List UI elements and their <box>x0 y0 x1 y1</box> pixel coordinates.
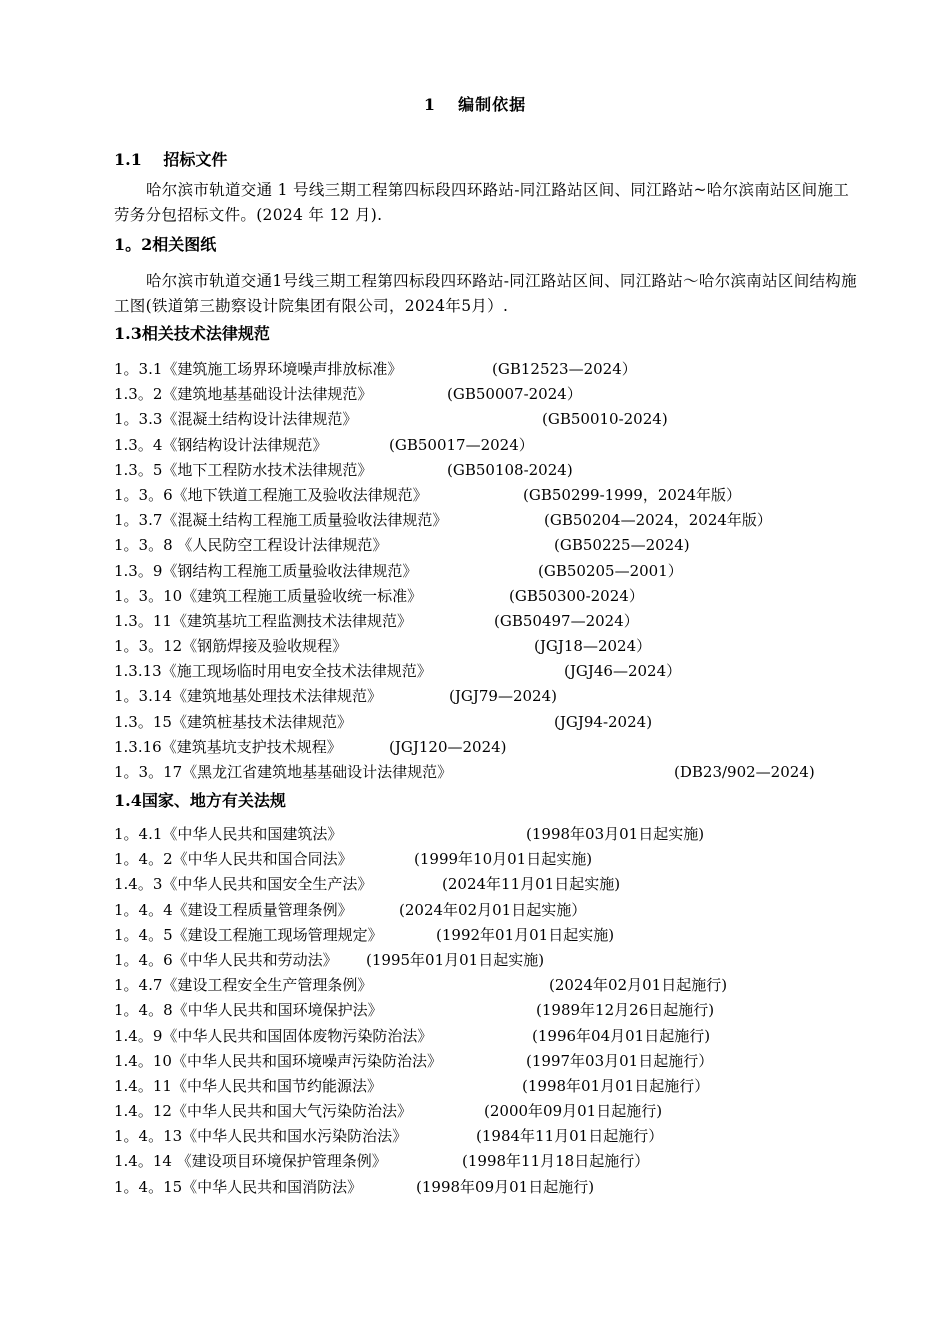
item-reference: (GB50108-2024) <box>447 460 573 479</box>
item-reference: (GB50205—2001） <box>538 561 683 580</box>
item-title: 1.4。3《中华人民共和国安全生产法》 <box>114 875 373 894</box>
section-heading-1-2: 1。2相关图纸 <box>114 235 217 254</box>
item-reference: (GB50204—2024，2024年版） <box>544 511 772 530</box>
standard-item <box>114 609 639 634</box>
item-title: 1。3.14《建筑地基处理技术法律规范》 <box>114 687 382 706</box>
item-title: 1。3。17《黑龙江省建筑地基基础设计法律规范》 <box>114 763 453 781</box>
item-reference: (1984年11月01日起施行） <box>476 1127 664 1146</box>
item-title: 1。4.1《中华人民共和国建筑法》 <box>114 825 343 843</box>
item-reference: (GB50225—2024) <box>554 536 690 555</box>
item-reference: (JGJ120—2024) <box>389 737 507 756</box>
item-title: 1.3。2《建筑地基基础设计法律规范》 <box>114 385 373 404</box>
item-title: 1。3。12《钢筋焊接及验收规程》 <box>114 637 348 656</box>
item-reference: (GB50497—2024） <box>494 611 639 630</box>
item-reference: (DB23/902—2024) <box>674 763 815 781</box>
item-reference: (1999年10月01日起实施) <box>414 850 593 869</box>
item-reference: (GB12523—2024） <box>492 360 637 378</box>
item-title: 1。4。6《中华人民共和劳动法》 <box>114 950 338 969</box>
regulation-item <box>114 973 728 998</box>
item-title: 1.3。11《建筑基坑工程监测技术法律规范》 <box>114 611 412 630</box>
item-title: 1。4。2《中华人民共和国合同法》 <box>114 850 353 869</box>
item-title: 1.4。14 《建设项目环境保护管理条例》 <box>114 1152 387 1171</box>
regulation-item <box>114 1074 710 1099</box>
item-title: 1.4。9《中华人民共和国固体废物污染防治法》 <box>114 1026 433 1045</box>
standard-item <box>114 407 668 432</box>
regulation-item <box>114 898 587 923</box>
item-reference: (GB50300-2024） <box>509 586 644 605</box>
item-title: 1.3。5《地下工程防水技术法律规范》 <box>114 460 373 479</box>
title-text: 编制依据 <box>458 95 527 114</box>
title-number: 1 <box>423 95 437 114</box>
regulation-item <box>114 948 545 973</box>
standards-list <box>114 357 815 785</box>
item-reference: (1992年01月01日起实施) <box>436 925 615 944</box>
standard-item <box>114 735 507 760</box>
regulation-item <box>114 872 621 897</box>
section-heading-1-3: 1.3相关技术法律规范 <box>114 324 270 343</box>
item-title: 1。4。5《建设工程施工现场管理规定》 <box>114 925 383 944</box>
standard-item <box>114 659 682 684</box>
item-title: 1.3.13《施工现场临时用电安全技术法律规范》 <box>114 662 432 681</box>
regulation-item <box>114 1175 595 1200</box>
regulation-item <box>114 1149 650 1174</box>
standard-item <box>114 483 741 508</box>
item-title: 1。4。13《中华人民共和国水污染防治法》 <box>114 1127 408 1146</box>
regulations-list <box>114 822 728 1200</box>
item-title: 1.4。10《中华人民共和国环境噪声污染防治法》 <box>114 1051 442 1070</box>
section-body-1-2: 哈尔滨市轨道交通1号线三期工程第四标段四环路站-同江路站区间、同江路站～哈尔滨南站区间结构施工图(铁道第三勘察设计院集团有限公司，2024年5月）. <box>114 272 857 315</box>
standard-item <box>114 584 644 609</box>
item-title: 1。3。6《地下铁道工程施工及验收法律规范》 <box>114 485 428 504</box>
item-title: 1.3。9《钢结构工程施工质量验收法律规范》 <box>114 561 418 580</box>
item-reference: (1996年04月01日起施行) <box>532 1026 711 1045</box>
standard-item <box>114 508 772 533</box>
item-title: 1。4.7《建设工程安全生产管理条例》 <box>114 976 373 995</box>
item-reference: (1989年12月26日起施行) <box>536 1001 715 1020</box>
item-title: 1.3。4《钢结构设计法律规范》 <box>114 435 328 454</box>
item-title: 1。3.1《建筑施工场界环境噪声排放标准》 <box>114 360 403 378</box>
document-title <box>0 92 950 115</box>
item-reference: (2024年02月01日起实施） <box>399 900 587 919</box>
item-reference: (GB50017—2024） <box>389 435 534 454</box>
standard-item <box>114 559 683 584</box>
item-reference: (2024年11月01日起实施) <box>442 875 621 894</box>
item-reference: (GB50007-2024） <box>447 385 582 404</box>
item-reference: (1998年09月01日起施行) <box>416 1177 595 1196</box>
standard-item <box>114 634 652 659</box>
standard-item <box>114 458 573 483</box>
standard-item <box>114 357 637 382</box>
item-reference: (1997年03月01日起施行） <box>526 1051 714 1070</box>
item-reference: (GB50299-1999，2024年版） <box>523 485 741 504</box>
standard-item <box>114 760 815 785</box>
item-title: 1.4。11《中华人民共和国节约能源法》 <box>114 1076 382 1095</box>
item-title: 1。3.7《混凝土结构工程施工质量验收法律规范》 <box>114 511 448 530</box>
standard-item <box>114 710 653 735</box>
item-reference: (2000年09月01日起施行) <box>484 1102 663 1121</box>
regulation-item <box>114 923 615 948</box>
item-title: 1.3.16《建筑基坑支护技术规程》 <box>114 737 342 756</box>
item-title: 1。4。15《中华人民共和国消防法》 <box>114 1177 363 1196</box>
item-reference: (1995年01月01日起实施) <box>366 950 545 969</box>
item-reference: (JGJ94-2024) <box>554 712 653 731</box>
item-reference: (1998年03月01日起实施) <box>526 825 705 843</box>
item-reference: (JGJ79—2024) <box>449 687 557 706</box>
item-reference: (GB50010-2024) <box>542 410 668 429</box>
item-title: 1.3。15《建筑桩基技术法律规范》 <box>114 712 352 731</box>
item-title: 1。4。8《中华人民共和国环境保护法》 <box>114 1001 383 1020</box>
item-title: 1。4。4《建设工程质量管理条例》 <box>114 900 353 919</box>
regulation-item <box>114 1099 663 1124</box>
standard-item <box>114 533 690 558</box>
regulation-item <box>114 847 593 872</box>
regulation-item <box>114 1124 664 1149</box>
item-title: 1。3。8 《人民防空工程设计法律规范》 <box>114 536 388 555</box>
standard-item <box>114 433 534 458</box>
item-reference: (1998年11月18日起施行） <box>462 1152 650 1171</box>
regulation-item <box>114 1024 711 1049</box>
section-heading-1-1: 1.1 招标文件 <box>114 150 228 169</box>
regulation-item <box>114 1049 714 1074</box>
section-body-1-1: 哈尔滨市轨道交通 1 号线三期工程第四标段四环路站-同江路站区间、同江路站~哈尔滨南站区间施工劳务分包招标文件。(2024 年 12 月). <box>114 181 850 224</box>
standard-item <box>114 382 582 407</box>
item-title: 1。3.3《混凝土结构设计法律规范》 <box>114 410 358 429</box>
standard-item <box>114 684 557 709</box>
item-reference: (JGJ18—2024） <box>534 637 652 656</box>
item-reference: (JGJ46—2024） <box>564 662 682 681</box>
item-title: 1.4。12《中华人民共和国大气污染防治法》 <box>114 1102 412 1121</box>
regulation-item <box>114 998 715 1023</box>
section-heading-1-4: 1.4国家、地方有关法规 <box>114 791 286 810</box>
regulation-item <box>114 822 705 847</box>
item-reference: (1998年01月01日起施行） <box>522 1076 710 1095</box>
item-title: 1。3。10《建筑工程施工质量验收统一标准》 <box>114 586 423 605</box>
item-reference: (2024年02月01日起施行) <box>549 976 728 995</box>
